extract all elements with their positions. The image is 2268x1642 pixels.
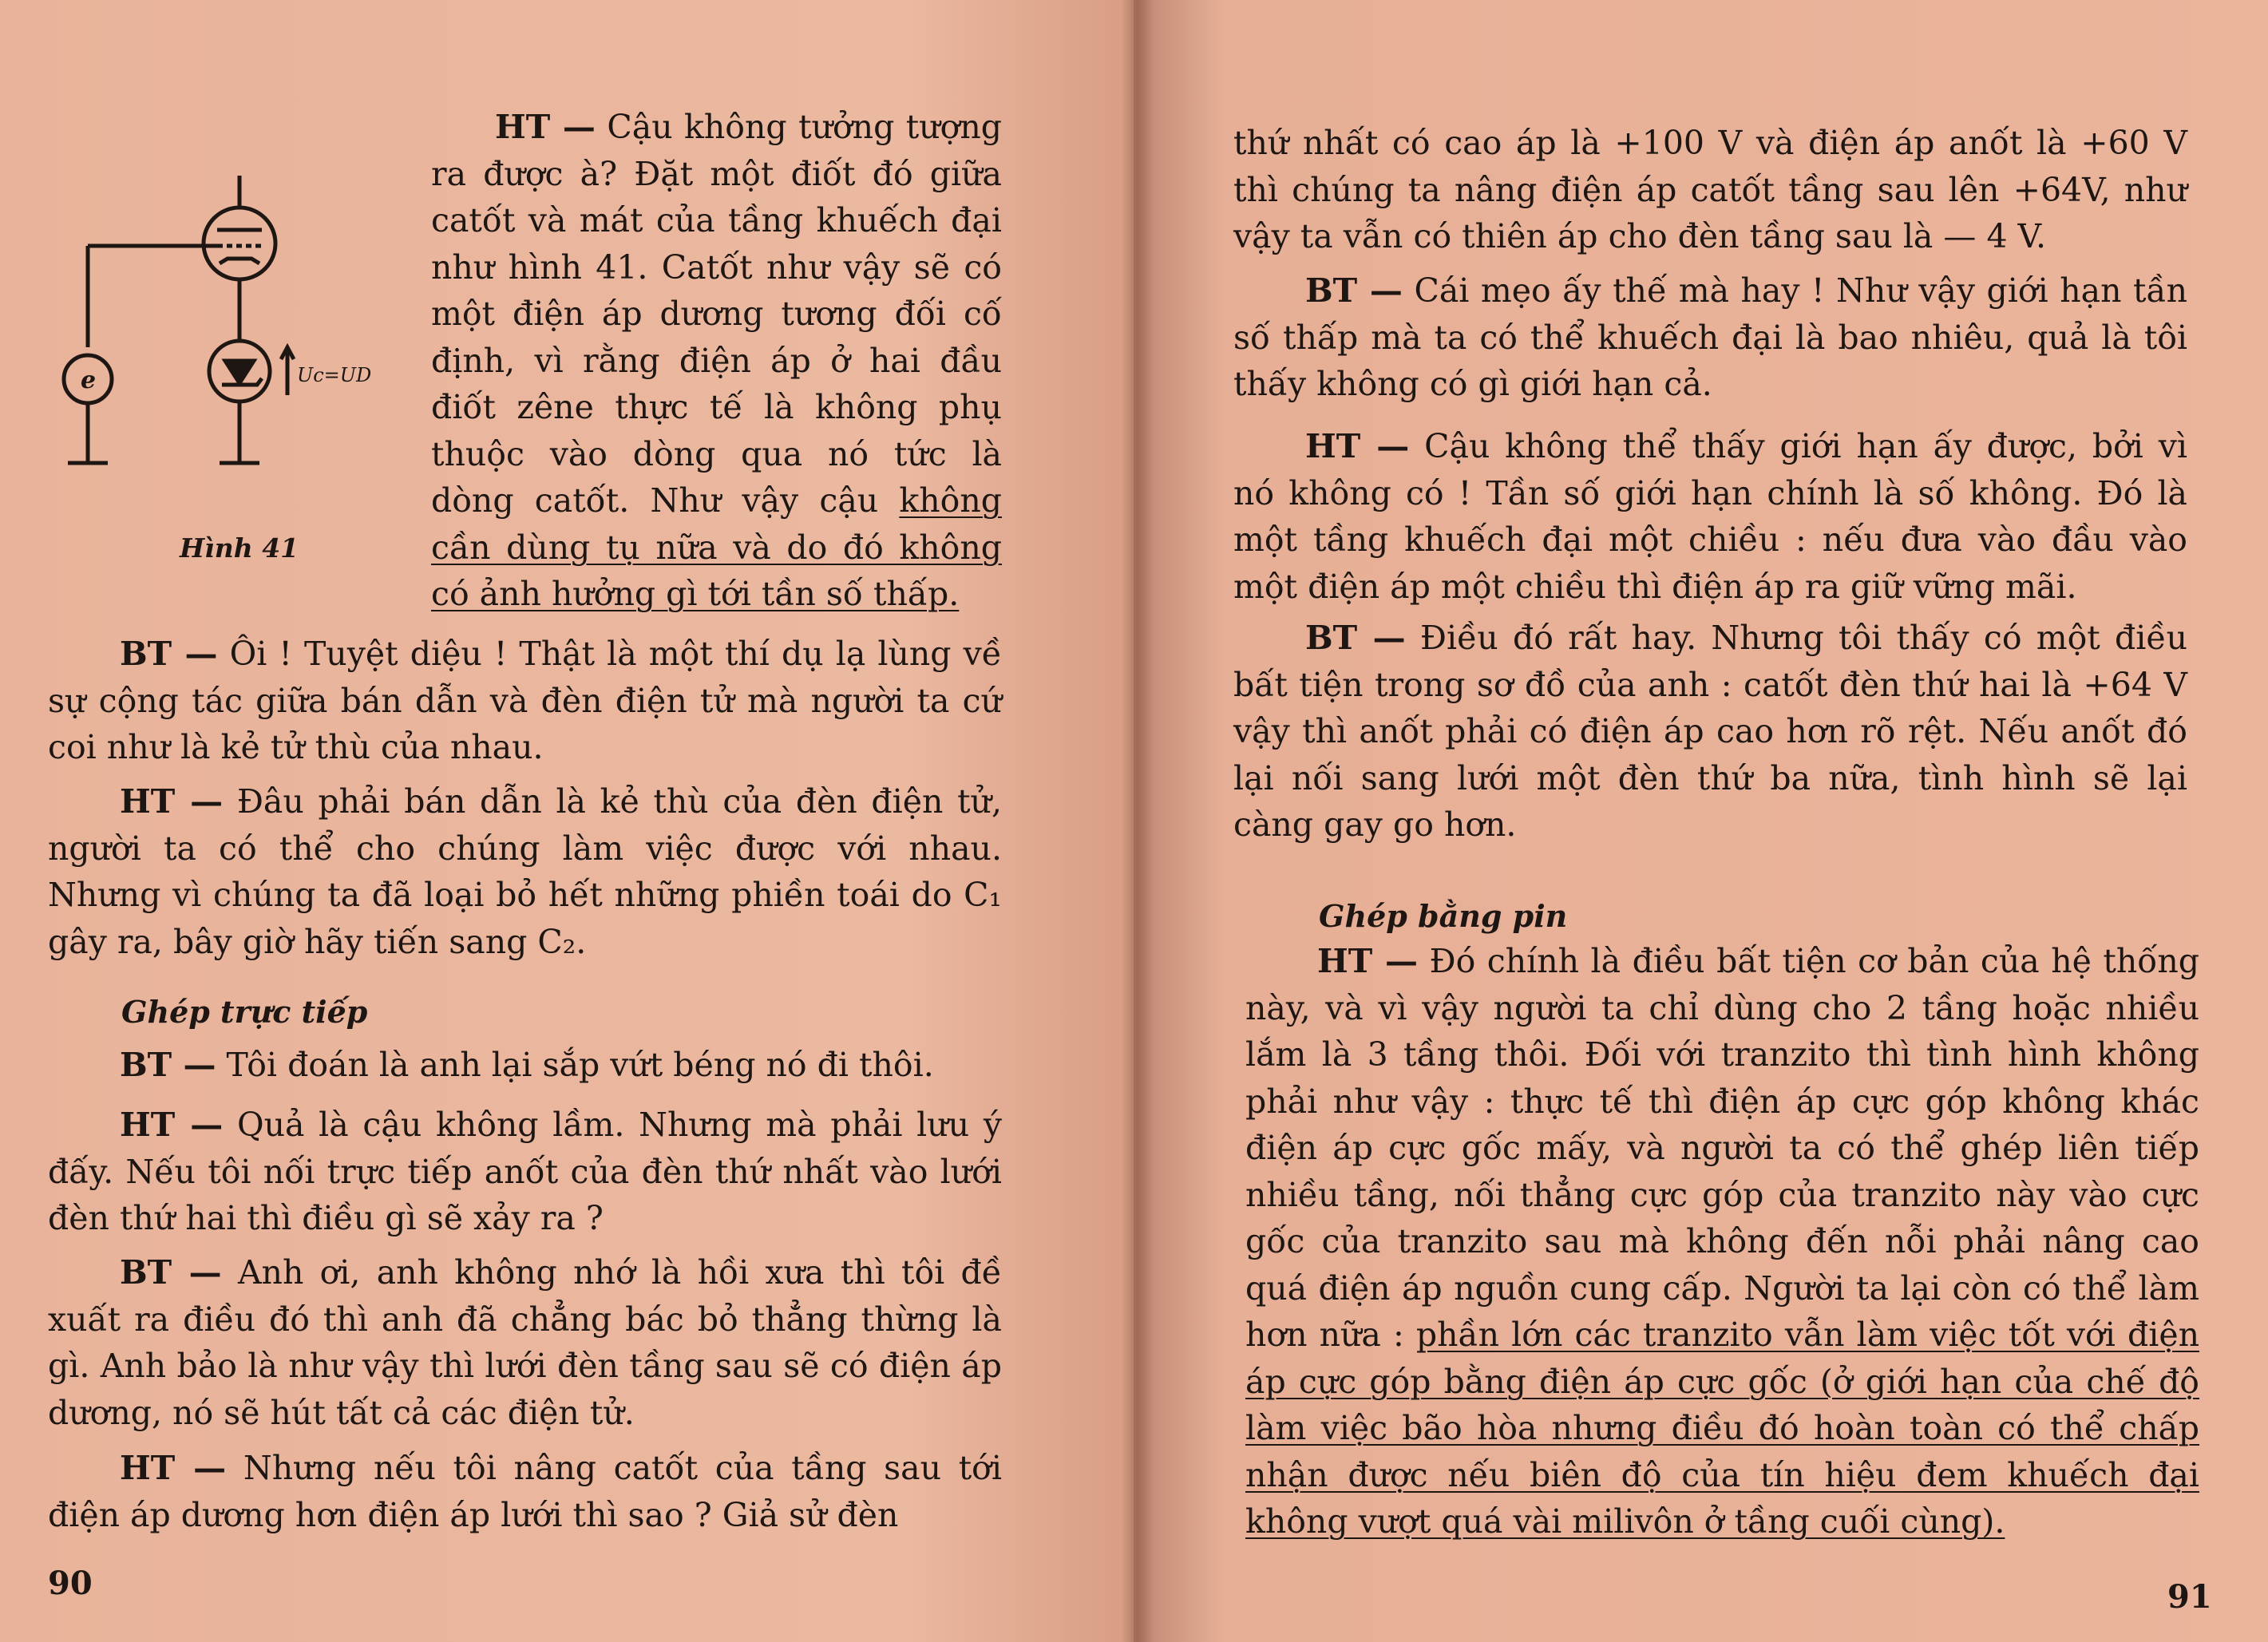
underlined-text: phần lớn các tranzito vẫn làm việc tốt với điện áp cực góp bằng điện áp cực gốc (ở giới hạn của chế độ làm việc bão hòa nhưng điều đó hoàn toàn có thể chấp nhận được nếu biên độ của tín hiệu đem khuếch đại không vượt quá vài milivôn ở tầng cuối cùng). [1245,1316,2199,1541]
figure-label-e: e [81,366,97,394]
left-paragraph-7 [48,1445,1002,1538]
speaker-label: BT — [120,635,218,673]
left-paragraph-4 [48,1042,1002,1089]
underlined-text: không cần dùng tụ nữa và do đó không có ảnh hưởng gì tới tần số thấp. [431,481,1002,613]
paragraph-text: Đâu phải bán dẫn là kẻ thù của đèn điện tử, người ta có thể cho chúng làm việc được với nhau. Nhưng vì chúng ta đã loại bỏ hết những phiền toái do C₁ gây ra, bây giờ hãy tiến sang C₂. [48,782,1002,961]
speaker-label: HT — [120,1106,224,1144]
page-number-left: 90 [48,1565,93,1602]
right-paragraph-1 [1233,120,2187,260]
section-heading-direct-coupling: Ghép trực tiếp [121,994,368,1030]
paragraph-text: Đó chính là điều bất tiện cơ bản của hệ thống này, và vì vậy người ta chỉ dùng cho 2 tầng hoặc nhiều lắm là 3 tầng thôi. Đối với tranzito thì tình hình không phải như vậy : thực tế thì điện áp cực góp không khác điện áp cực gốc mấy, và người ta có thể ghép liên tiếp nhiều tầng, nối thẳng cực góp của tranzito này vào cực gốc của tranzito sau mà không đến nỗi phải nâng cao quá điện áp nguồn cung cấp. Người ta lại còn có thể làm hơn nữa : [1245,942,2199,1354]
right-paragraph-2 [1233,267,2187,408]
speaker-label: BT — [120,1253,222,1292]
paragraph-text: thứ nhất có cao áp là +100 V và điện áp anốt là +60 V thì chúng ta nâng điện áp catốt tầng sau lên +64V, như vậy ta vẫn có thiên áp cho đèn tầng sau là — 4 V. [1233,124,2187,255]
paragraph-text: Anh ơi, anh không nhớ là hồi xưa thì tôi đề xuất ra điều đó thì anh đã chẳng bác bỏ thẳng thừng là gì. Anh bảo là như vậy thì lưới đèn tầng sau sẽ có điện áp dương, nó sẽ hút tất cả các điện tử. [48,1253,1002,1432]
book-gutter [1122,0,1154,1642]
vacuum-tube-icon [204,208,275,279]
right-paragraph-3 [1233,423,2187,610]
speaker-label: BT — [120,1046,216,1084]
speaker-label: HT — [1317,942,1418,980]
section-heading-battery-coupling: Ghép bằng pin [1319,898,1568,934]
speaker-label: HT — [120,1449,227,1487]
paragraph-text: Quả là cậu không lầm. Nhưng mà phải lưu ý đấy. Nếu tôi nối trực tiếp anốt của đèn thứ nhất vào lưới đèn thứ hai thì điều gì sẽ xảy ra ? [48,1106,1002,1237]
paragraph-text: Nhưng nếu tôi nâng catốt của tầng sau tới điện áp dương hơn điện áp lưới thì sao ? Giả sử đèn [48,1449,1002,1534]
figure-caption: Hình 41 [180,532,299,564]
speaker-label: HT — [1305,427,1410,465]
paragraph-text: Ôi ! Tuyệt diệu ! Thật là một thí dụ lạ lùng về sự cộng tác giữa bán dẫn và đèn điện tử mà người ta cứ coi như là kẻ tử thù của nhau. [48,635,1003,766]
left-paragraph-1 [431,104,1002,618]
paragraph-text: Điều đó rất hay. Nhưng tôi thấy có một điều bất tiện trong sơ đồ của anh : catốt đèn thứ hai là +64 V vậy thì anốt phải có điện áp cao hơn rõ rệt. Nếu anốt đó lại nối sang lưới một đèn thứ ba nữa, tình hình sẽ lại càng gay go hơn. [1233,619,2187,844]
left-paragraph-3 [48,778,1002,965]
left-paragraph-6 [48,1249,1002,1436]
speaker-label: HT — [495,108,596,146]
paragraph-text: Cậu không tưởng tượng ra được à? Đặt một điốt đó giữa catốt và mát của tầng khuếch đại như hình 41. Catốt như vậy sẽ có một điện áp dương tương đối cố định, vì rằng điện áp ở hai đầu điốt zêne thực tế là không phụ thuộc vào dòng qua nó tức là dòng catốt. Như vậy cậu [431,108,1002,520]
right-paragraph-5 [1245,938,2199,1545]
speaker-label: BT — [1305,271,1403,310]
paragraph-text: Tôi đoán là anh lại sắp vứt béng nó đi thôi. [226,1046,934,1084]
speaker-label: HT — [120,782,224,821]
figure-label-voltage: Uc=UD [297,364,372,386]
left-paragraph-5 [48,1102,1002,1242]
paragraph-text: Cái mẹo ấy thế mà hay ! Như vậy giới hạn tần số thấp mà ta có thể khuếch đại là bao nhiêu, quả là tôi thấy không có gì giới hạn cả. [1233,271,2187,403]
paragraph-text: Cậu không thể thấy giới hạn ấy được, bởi vì nó không có ! Tần số giới hạn chính là số không. Đó là một tầng khuếch đại một chiều : nếu đưa vào đầu vào một điện áp một chiều thì điện áp ra giữ vững mãi. [1233,427,2187,606]
page-number-right: 91 [2167,1578,2212,1616]
circuit-diagram-figure-41 [48,168,415,487]
speaker-label: BT — [1305,619,1406,657]
left-paragraph-2 [48,631,1002,771]
right-paragraph-4 [1233,615,2187,849]
